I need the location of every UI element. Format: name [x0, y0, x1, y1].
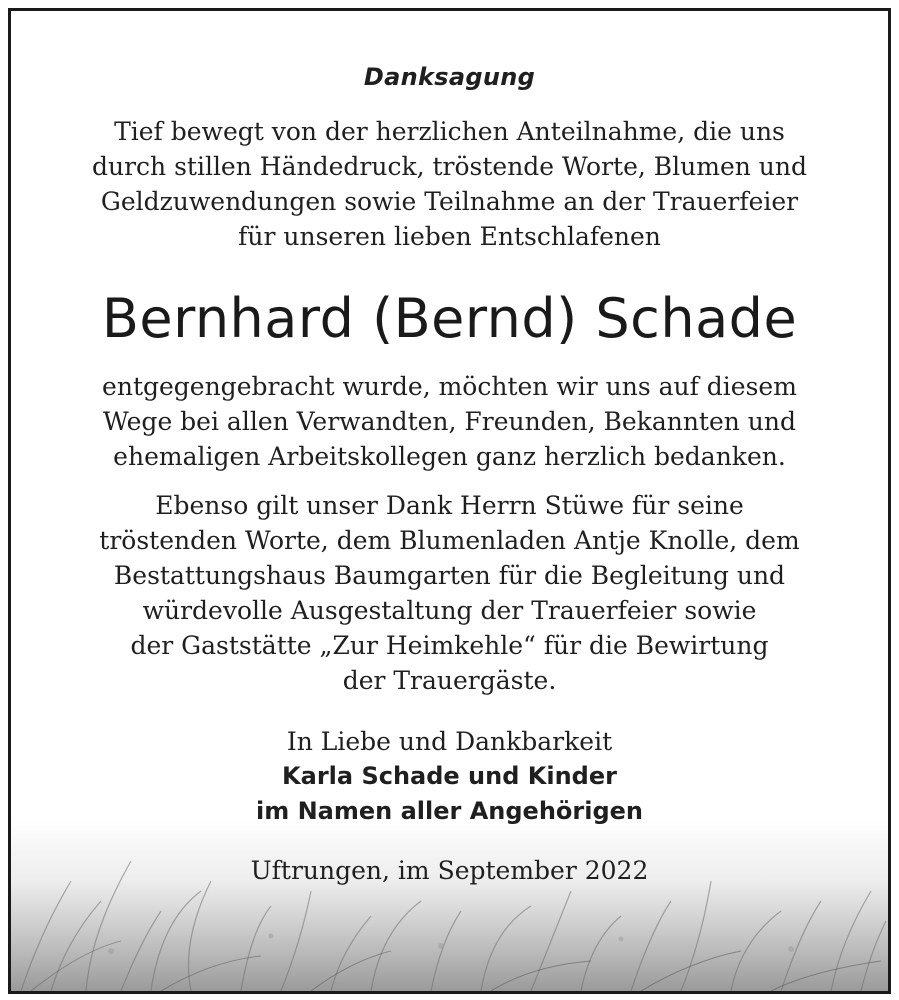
deceased-name: Bernhard (Bernd) Schade [101, 287, 798, 350]
text-line: Bestattungshaus Baumgarten für die Begleitung und [113, 561, 786, 590]
closing-section [11, 724, 888, 829]
obituary-frame [8, 8, 891, 994]
text-line: für unseren lieben Entschlafenen [238, 222, 661, 251]
thanks-paragraph [11, 369, 888, 474]
signature-sub: im Namen aller Angehörigen [255, 797, 643, 825]
heading: Danksagung [363, 63, 536, 91]
text-line: Wege bei allen Verwandten, Freunden, Bekannten und [102, 407, 797, 436]
text-line: tröstenden Worte, dem Blumenladen Antje Knolle, dem [99, 526, 800, 555]
place-date: Uftrungen, im September 2022 [250, 856, 649, 885]
text-line: der Trauergäste. [342, 666, 557, 695]
text-line: ehemaligen Arbeitskollegen ganz herzlich bedanken. [113, 442, 786, 471]
intro-paragraph [11, 114, 888, 254]
special-thanks-paragraph [11, 488, 888, 698]
text-line: entgegengebracht wurde, möchten wir uns auf diesem [102, 372, 797, 401]
signature: Karla Schade und Kinder [282, 762, 617, 790]
text-line: der Gaststätte „Zur Heimkehle“ für die Bewirtung [130, 631, 769, 660]
text-line: Ebenso gilt unser Dank Herrn Stüwe für seine [155, 491, 744, 520]
text-line: Tief bewegt von der herzlichen Anteilnahme, die uns [114, 117, 785, 146]
text-line: würdevolle Ausgestaltung der Trauerfeier sowie [142, 596, 757, 625]
text-line: Geldzuwendungen sowie Teilnahme an der Trauerfeier [100, 187, 799, 216]
closing-greeting: In Liebe und Dankbarkeit [286, 727, 613, 756]
grass-background-image [11, 821, 888, 991]
text-line: durch stillen Händedruck, tröstende Worte, Blumen und [91, 152, 808, 181]
